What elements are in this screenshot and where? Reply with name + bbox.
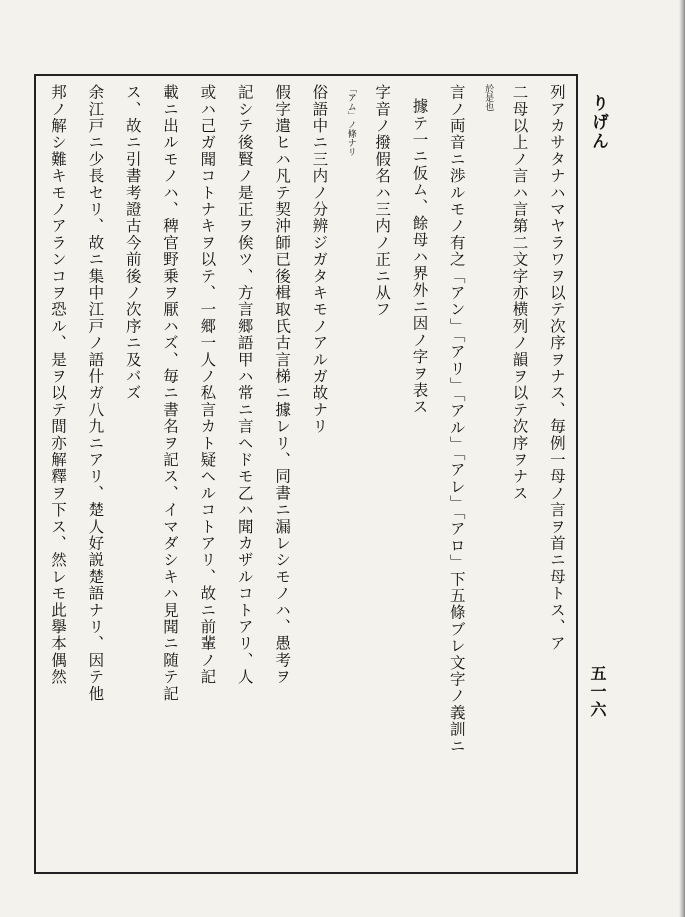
text-column-10: 載ニ出ルモノハ、稗官野乗ヲ厭ハズ、毎ニ書名ヲ記ス、イマダシキハ見聞ニ随テ記	[161, 84, 180, 702]
text-column-11: ス、故ニ引書考證古今前後ノ次序ニ及バズ	[123, 84, 142, 402]
page-number: 五一六	[588, 665, 607, 719]
text-column-note-1: 於是也	[483, 84, 494, 111]
running-header-title: りげん	[588, 94, 608, 151]
text-column-5: 字音ノ撥假名ハ三内ノ正ニ从フ	[373, 84, 392, 318]
text-column-7: 假字遣ヒハ凡テ契沖師已後楫取氏古言梯ニ據レリ、同書ニ漏レシモノハ、愚考ヲ	[273, 84, 292, 686]
text-column-6: 俗語中ニ三内ノ分辨ジガタキモノアルガ故ナリ	[310, 84, 329, 435]
main-text-block	[40, 84, 575, 864]
text-column-12: 余江戸ニ少長セリ、故ニ集中江戸ノ語什ガ八九ニアリ、楚人好説楚語ナリ、因テ他	[86, 84, 105, 702]
text-column-13: 邦ノ解シ難キモノアランコヲ恐ル、是ヲ以テ間亦解釋ヲ下ス、然レモ此擧本偶然	[49, 84, 67, 686]
text-column-3: 言ノ両音ニ渉ルモノ有之「アン」「アリ」「アル」「アレ」「アロ」下五條ブレ文字ノ義訓ニ	[447, 84, 466, 755]
text-column-8: 記シテ後賢ノ是正ヲ俟ツ、方言郷語甲ハ常ニ言ヘドモ乙ハ聞カザルコトアリ、人	[235, 84, 254, 686]
text-column-2: 二母以上ノ言ハ言第二文字亦横列ノ韻ヲ以テ次序ヲナス	[510, 84, 529, 502]
text-column-note-2: 「アム」ノ條ナリ	[345, 84, 356, 156]
text-column-9: 或ハ己ガ聞コトナキヲ以テ、一郷一人ノ私言カト疑ヘルコトアリ、故ニ前輩ノ記	[198, 84, 217, 686]
text-column-1: 列アカサタナハマヤラワヲ以テ次序ヲナス、毎例一母ノ言ヲ首ニ母トス、ア	[547, 84, 566, 652]
page-edge-shadow	[679, 0, 685, 917]
text-column-4: 據テ一ニ仮ム、餘母ハ界外ニ因ノ字ヲ表ス	[410, 98, 429, 416]
